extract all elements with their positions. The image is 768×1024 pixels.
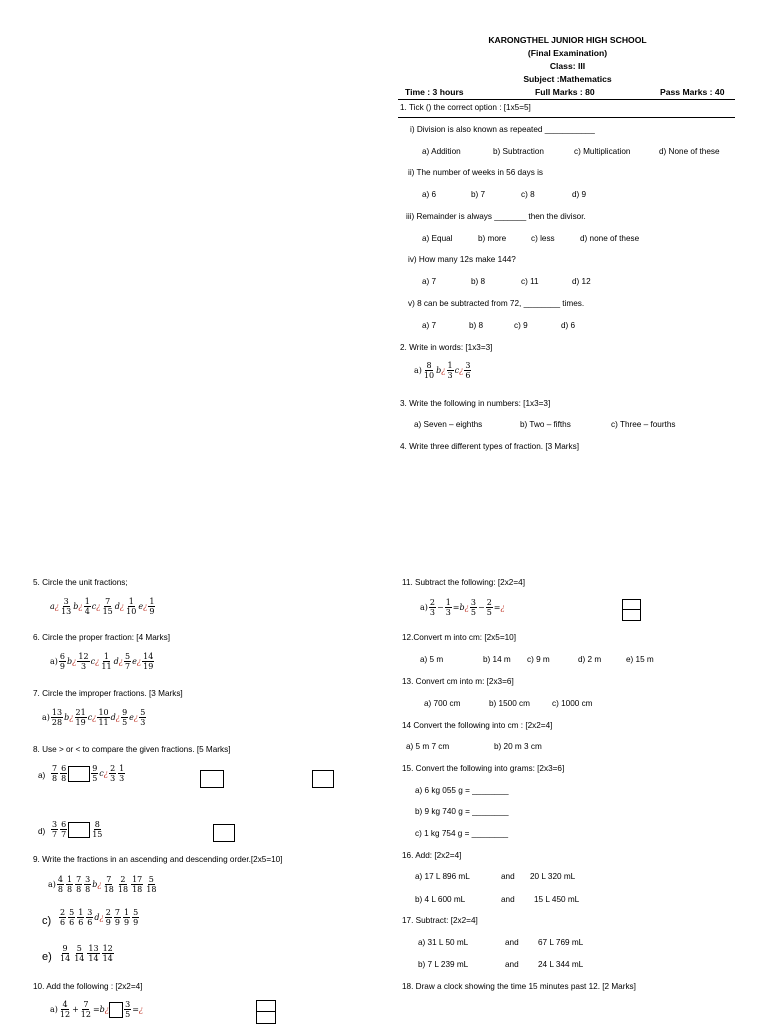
q15-option-c: c) 1 kg 754 g = ________: [415, 829, 509, 838]
q1-rule: [398, 117, 735, 118]
q1-iv-option-c: c) 11: [521, 277, 539, 286]
q14-option-a: a) 5 m 7 cm: [406, 742, 450, 751]
q1-iv-option-d: d) 12: [572, 277, 591, 286]
q6-fractions: a) $\frac{6}{9}$ b ¿ $\frac{12}{3}$ c ¿ $\frac{1}{11}$ d ¿ $\frac{5}{7}$ e ¿ $\frac{14}{19}$: [50, 652, 154, 671]
q10-title: 10. Add the following : [2x2=4]: [33, 982, 143, 991]
q1-ii-option-c: c) 8: [521, 190, 535, 199]
q11-row-a: a) $\frac{2}{3}$ − $\frac{1}{3}$ = b ¿ $\frac{3}{5}$ − $\frac{2}{5}$ = ¿: [420, 598, 505, 617]
q7-fractions: a) $\frac{13}{28}$ b ¿ $\frac{21}{19}$ c ¿ $\frac{10}{11}$ d ¿ $\frac{9}{5}$ e ¿ $\frac{5}{3}$: [42, 708, 146, 727]
q3-option-b: b) Two – fifths: [520, 420, 571, 429]
q17-b-second: 24 L 344 mL: [538, 960, 584, 969]
q12-option-d: d) 2 m: [578, 655, 602, 664]
q1-v-question: v) 8 can be subtracted from 72, ________ times.: [408, 299, 585, 308]
pass-marks: Pass Marks : 40: [660, 87, 725, 97]
q9-option-c-label: c): [42, 915, 52, 927]
q1-ii-question: ii) The number of weeks in 56 days is: [408, 168, 544, 177]
q11-box-bottom[interactable]: [622, 609, 641, 621]
q7-title: 7. Circle the improper fractions. [3 Marks]: [33, 689, 183, 698]
q3-title: 3. Write the following in numbers: [1x3=3]: [400, 399, 551, 408]
q9-option-e-label: e): [42, 951, 52, 963]
q13-title: 13. Convert cm into m: [2x3=6]: [402, 677, 514, 686]
q1-v-option-d: d) 6: [561, 321, 576, 330]
q15-option-a: a) 6 kg 055 g = ________: [415, 786, 509, 795]
compare-box-e[interactable]: [213, 824, 235, 842]
q16-a-second: 20 L 320 mL: [530, 872, 576, 881]
q15-title: 15. Convert the following into grams: [2x3=6]: [402, 764, 565, 773]
q14-title: 14 Convert the following into cm : [2x2=4]: [402, 721, 553, 730]
q1-iii-option-c: c) less: [531, 234, 555, 243]
q17-a-second: 67 L 769 mL: [538, 938, 584, 947]
full-marks: Full Marks : 80: [535, 87, 595, 97]
q17-a-first: a) 31 L 50 mL: [418, 938, 469, 947]
q2-fractions: a) $\frac{8}{10}$ b ¿ $\frac{1}{3}$ c ¿ $\frac{3}{6}$: [414, 361, 471, 380]
q3-option-c: c) Three – fourths: [611, 420, 676, 429]
q1-ii-option-b: b) 7: [471, 190, 486, 199]
q13-option-a: a) 700 cm: [424, 699, 461, 708]
compare-box-b[interactable]: [200, 770, 224, 788]
q9-row-c: $\frac{2}{6}$ $\frac{5}{6}$ $\frac{1}{6}$ $\frac{3}{6}$ d ¿ $\frac{2}{9}$ $\frac{7}{9}$ $\frac{1}{9}$ $\frac{5}{9}$: [60, 908, 139, 927]
q16-b-second: 15 L 450 mL: [534, 895, 580, 904]
answer-box-bottom[interactable]: [256, 1011, 276, 1024]
exam-title: (Final Examination): [527, 48, 608, 58]
q1-v-option-c: c) 9: [514, 321, 528, 330]
q3-option-a: a) Seven – eighths: [414, 420, 483, 429]
q13-option-b: b) 1500 cm: [489, 699, 530, 708]
q1-ii-option-d: d) 9: [572, 190, 587, 199]
q10-row-a: a) $\frac{4}{12}$ + $\frac{7}{12}$ = b ¿ $\frac{3}{5}$ = ¿: [50, 1000, 144, 1019]
q8-option-d-label: d): [38, 827, 46, 836]
q12-title: 12.Convert m into cm: [2x5=10]: [402, 633, 516, 642]
q15-option-b: b) 9 kg 740 g = ________: [415, 807, 509, 816]
q1-iv-option-b: b) 8: [471, 277, 486, 286]
q8-row-d: $\frac{3}{7}$ $\frac{6}{7}$ $\frac{8}{15}$: [52, 820, 103, 839]
subject-label: Subject :Mathematics: [523, 74, 612, 84]
q12-option-b: b) 14 m: [483, 655, 511, 664]
q16-a-first: a) 17 L 896 mL: [415, 872, 470, 881]
q1-i-option-d: d) None of these: [659, 147, 720, 156]
q2-title: 2. Write in words: [1x3=3]: [400, 343, 493, 352]
q16-a-and: and: [501, 872, 515, 881]
q1-iv-option-a: a) 7: [422, 277, 437, 286]
q1-ii-option-a: a) 6: [422, 190, 437, 199]
q18-title: 18. Draw a clock showing the time 15 minutes past 12. [2 Marks]: [402, 982, 636, 991]
q8-row-a: $\frac{7}{8}$ $\frac{6}{8}$ $\frac{9}{5}$ c ¿ $\frac{2}{3}$ $\frac{1}{3}$: [52, 764, 125, 783]
compare-box-c[interactable]: [312, 770, 334, 788]
q12-option-e: e) 15 m: [626, 655, 654, 664]
q1-iii-option-a: a) Equal: [422, 234, 453, 243]
q9-row-e: $\frac{9}{14}$ $\frac{5}{14}$ $\frac{13}{14}$ $\frac{12}{14}$: [60, 944, 113, 963]
q1-i-option-c: c) Multiplication: [574, 147, 631, 156]
school-name: KARONGTHEL JUNIOR HIGH SCHOOL: [488, 35, 647, 45]
q16-b-first: b) 4 L 600 mL: [415, 895, 466, 904]
q17-title: 17. Subtract: [2x2=4]: [402, 916, 478, 925]
q11-title: 11. Subtract the following: [2x2=4]: [402, 578, 525, 587]
q6-title: 6. Circle the proper fraction: [4 Marks]: [33, 633, 170, 642]
q9-row-a: a) $\frac{4}{8}$ $\frac{1}{8}$ $\frac{7}{8}$ $\frac{3}{8}$ b ¿ $\frac{7}{18}$ $\frac{2}{18}$ $\frac{17}{18}$ $\frac{5}{18}$: [48, 875, 157, 894]
q5-fractions: a ¿ $\frac{3}{13}$ b ¿ $\frac{1}{4}$ c ¿ $\frac{7}{15}$ d ¿ $\frac{1}{10}$ e ¿ $\frac{1}{9}$: [50, 597, 155, 616]
q1-v-option-b: b) 8: [469, 321, 484, 330]
time-label: Time : 3 hours: [405, 87, 464, 97]
q1-v-option-a: a) 7: [422, 321, 437, 330]
q17-a-and: and: [505, 938, 519, 947]
q13-option-c: c) 1000 cm: [552, 699, 593, 708]
q17-b-first: b) 7 L 239 mL: [418, 960, 469, 969]
q1-i-option-b: b) Subtraction: [493, 147, 544, 156]
class-label: Class: III: [549, 61, 586, 71]
header-rule: [398, 99, 735, 100]
q1-title: 1. Tick () the correct option : [1x5=5]: [400, 103, 531, 112]
q8-title: 8. Use > or < to compare the given fractions. [5 Marks]: [33, 745, 231, 754]
q12-option-a: a) 5 m: [420, 655, 444, 664]
q12-option-c: c) 9 m: [527, 655, 550, 664]
q8-option-a-label: a): [38, 771, 46, 780]
q17-b-and: and: [505, 960, 519, 969]
q1-iii-option-b: b) more: [478, 234, 507, 243]
q14-option-b: b) 20 m 3 cm: [494, 742, 542, 751]
q16-title: 16. Add: [2x2=4]: [402, 851, 462, 860]
q5-title: 5. Circle the unit fractions;: [33, 578, 128, 587]
q1-iii-option-d: d) none of these: [580, 234, 640, 243]
q4-title: 4. Write three different types of fraction. [3 Marks]: [400, 442, 579, 451]
q1-iv-question: iv) How many 12s make 144?: [408, 255, 516, 264]
q16-b-and: and: [501, 895, 515, 904]
q9-title: 9. Write the fractions in an ascending and descending order.[2x5=10]: [33, 855, 283, 864]
q1-iii-question: iii) Remainder is always _______ then the divisor.: [406, 212, 586, 221]
q1-i-option-a: a) Addition: [422, 147, 461, 156]
q1-i-question: i) Division is also known as repeated ___________: [410, 125, 595, 134]
